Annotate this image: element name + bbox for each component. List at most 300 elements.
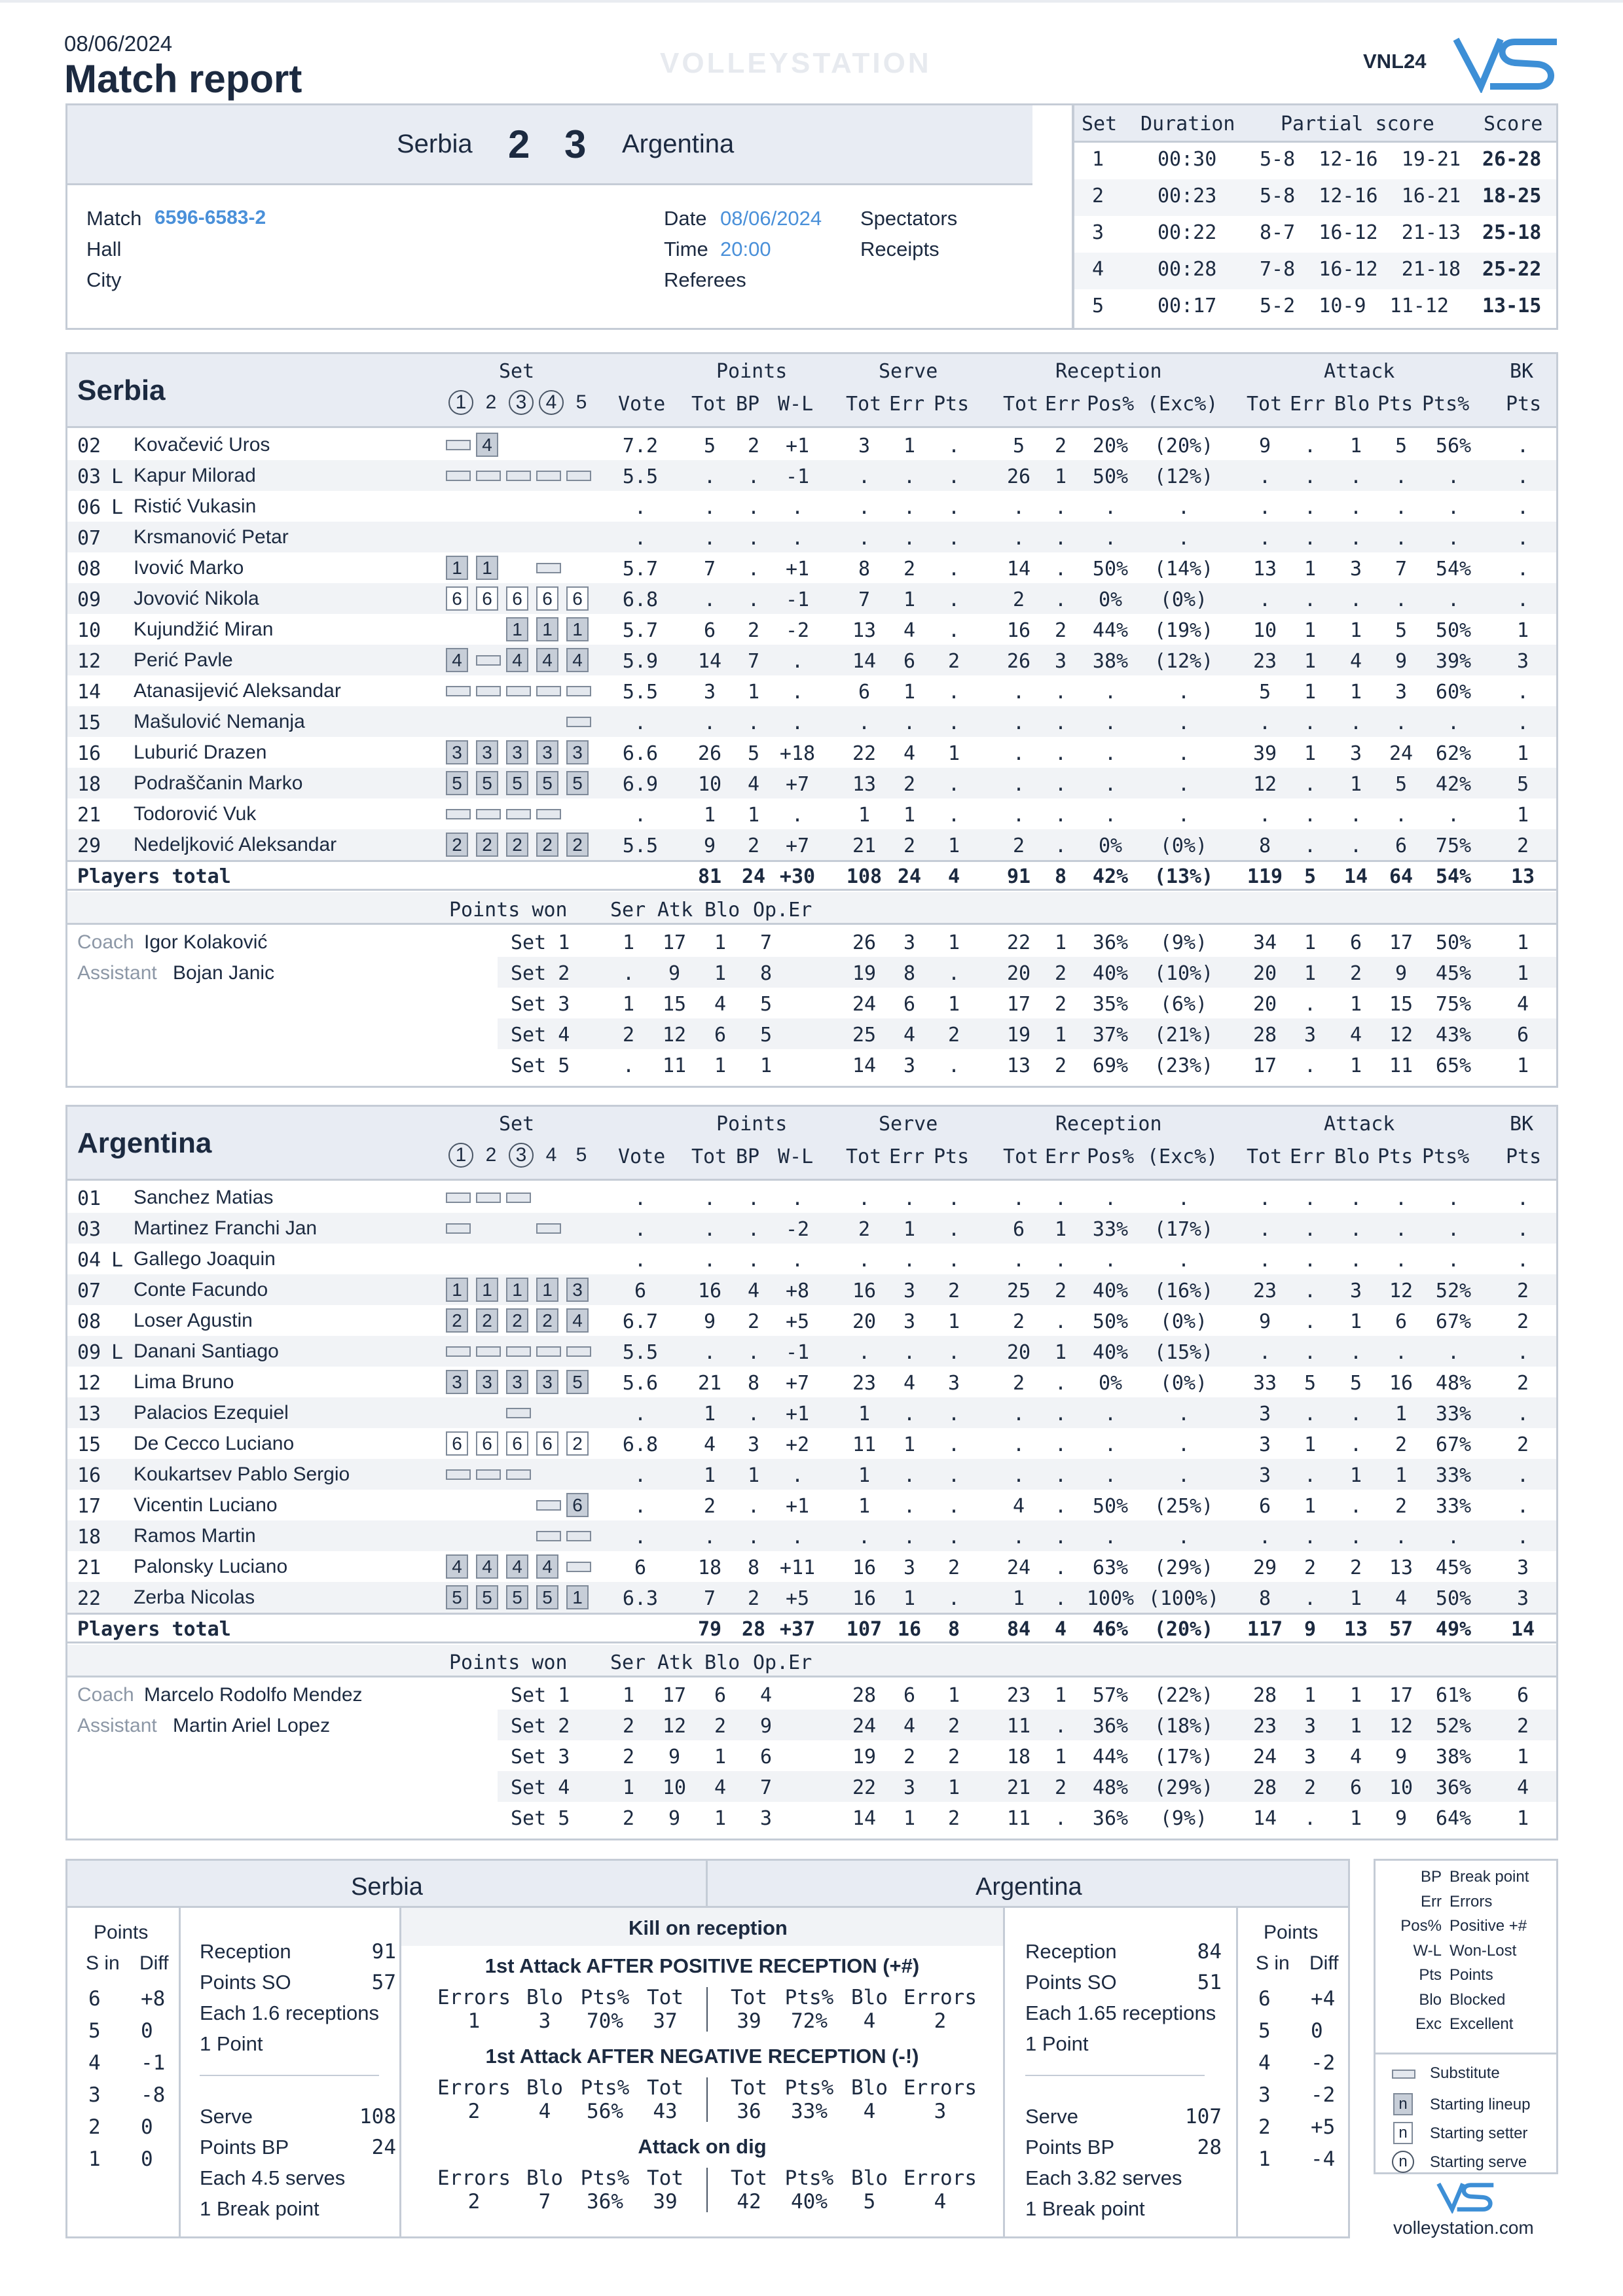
player-stat: 50% (1435, 1587, 1472, 1610)
summary-away-name: Argentina (976, 1873, 1082, 1901)
player-stat: . (1054, 1526, 1067, 1549)
substitute-icon (536, 1500, 561, 1511)
set-row-stat: 1 (1349, 1715, 1362, 1738)
set-row-stat: 1 (1304, 1684, 1317, 1707)
player-stat: . (1395, 1187, 1408, 1210)
set-row-stat: . (622, 962, 635, 985)
players-total-value: 24 (897, 865, 922, 888)
player-stat: . (1054, 681, 1067, 704)
col-header-oper: Op.Er (753, 899, 812, 922)
player-stat: 3 (858, 435, 871, 457)
player-stat: 50% (1435, 619, 1472, 642)
player-stat: 1 (703, 1403, 716, 1426)
player-stat: . (858, 1249, 871, 1272)
set-row-stat: 4 (714, 1776, 727, 1799)
col-group-set: Set (499, 360, 535, 383)
home-sets-won: 2 (508, 122, 530, 166)
match-code[interactable]: 6596-6583-2 (155, 207, 266, 228)
legend-desc: Excellent (1450, 2015, 1514, 2033)
player-name[interactable]: Mašulović Nemanja (134, 711, 305, 732)
volleystation-footer-logo-icon (1436, 2179, 1495, 2214)
player-stat: . (791, 681, 804, 704)
player-name[interactable]: Ramos Martin (134, 1525, 256, 1547)
player-stat: . (903, 1249, 916, 1272)
col-header-vote: Vote (618, 393, 666, 416)
player-stat: 39 (1252, 742, 1277, 765)
set-number-mark: 1 (448, 390, 473, 415)
player-number: 07 (77, 1280, 101, 1302)
player-stat: 6 (1395, 834, 1408, 857)
player-stat: 33% (1435, 1495, 1472, 1518)
starting-setter-icon: 6 (506, 586, 528, 611)
set-row-stat: 9 (1395, 962, 1408, 985)
starting-lineup-icon: 1 (536, 617, 558, 641)
set-row-stat: 6 (714, 1024, 727, 1047)
player-stat: . (791, 1464, 804, 1487)
set-row-stat: . (947, 1054, 960, 1077)
starting-setter-icon: 2 (566, 1431, 589, 1456)
player-stat: . (1304, 1403, 1317, 1426)
set-row-stat: 20 (1252, 962, 1277, 985)
kill-header: Pts% (784, 2166, 834, 2190)
set-row-label: Set 3 (511, 993, 570, 1016)
player-stat: . (1447, 465, 1460, 488)
player-stat: . (1304, 1280, 1317, 1302)
set-row-stat: 2 (947, 1024, 960, 1047)
set-row-stat: 12 (662, 1024, 687, 1047)
set-row-stat: 6 (759, 1746, 773, 1768)
player-stat: 2 (1349, 1556, 1362, 1579)
player-name[interactable]: Perić Pavle (134, 649, 233, 671)
player-stat: . (1304, 1187, 1317, 1210)
legend-desc: Points (1450, 1966, 1493, 1984)
player-stat: . (947, 1587, 960, 1610)
sets-table-cell: 3 (1092, 221, 1104, 244)
player-stat: . (1012, 1249, 1025, 1272)
player-stat: . (1012, 527, 1025, 550)
player-stat: 1 (1349, 1464, 1362, 1487)
kill-value: 72% (791, 2009, 828, 2033)
player-number: 17 (77, 1495, 101, 1518)
player-stat: 6.9 (622, 773, 659, 796)
player-number: 03 (77, 465, 101, 488)
player-stat: 16 (697, 1280, 722, 1302)
starting-setter-icon: 6 (566, 586, 589, 611)
points-bp-label: Points BP (1025, 2136, 1115, 2159)
diff-value: 0 (141, 2115, 153, 2139)
player-stat: 6 (1258, 1495, 1271, 1518)
player-stat: . (747, 1249, 760, 1272)
player-role: L (111, 496, 124, 519)
legend-desc: Won-Lost (1450, 1941, 1517, 1960)
set-row-stat: 48% (1092, 1776, 1129, 1799)
player-name[interactable]: Kapur Milorad (134, 465, 256, 486)
col-header-err: Err (1045, 393, 1081, 416)
kill-header: Pts% (580, 1986, 630, 2009)
set-row-stat: 9 (668, 1807, 681, 1830)
rec-divider (200, 2075, 379, 2076)
player-stat: 1 (858, 1464, 871, 1487)
player-stat: . (1104, 1433, 1117, 1456)
player-name[interactable]: Todorović Vuk (134, 803, 257, 825)
diff-value: -1 (141, 2051, 166, 2075)
starting-lineup-icon: 3 (476, 740, 498, 764)
player-name[interactable]: Kujundžić Miran (134, 619, 274, 640)
player-stat: 5.5 (622, 1341, 659, 1364)
player-stat: 3 (903, 1280, 916, 1302)
sets-table-cell: 00:28 (1158, 258, 1217, 281)
col-header-blo: Blo (704, 899, 740, 922)
player-name[interactable]: De Cecco Luciano (134, 1433, 295, 1454)
player-stat: . (1054, 1249, 1067, 1272)
set-row-stat: 1 (947, 1776, 960, 1799)
player-stat: (14%) (1154, 558, 1214, 581)
player-stat: . (1447, 1341, 1460, 1364)
kill-value: 2 (467, 2190, 481, 2214)
set-row-stat: . (1304, 1054, 1317, 1077)
players-total-value: +37 (779, 1618, 816, 1641)
starting-lineup-icon: 4 (476, 1554, 498, 1579)
player-number: 01 (77, 1187, 101, 1210)
player-stat: . (634, 1187, 647, 1210)
substitute-icon (476, 686, 501, 696)
col-header-ptsp: Pts% (1422, 1145, 1470, 1168)
starting-setter-icon: n (1393, 2122, 1413, 2144)
set-row-stat: 25 (852, 1024, 877, 1047)
starting-lineup-icon: n (1393, 2093, 1413, 2115)
team-name: Argentina (77, 1127, 212, 1159)
player-stat: 6.8 (622, 1433, 659, 1456)
player-stat: . (1177, 527, 1190, 550)
substitute-icon (476, 1193, 501, 1203)
s-in-value: 5 (1258, 2019, 1271, 2043)
player-stat: 2 (1516, 1310, 1529, 1333)
diff-value: 0 (141, 2147, 153, 2171)
player-stat: . (791, 1249, 804, 1272)
player-stat: 3 (1516, 1587, 1529, 1610)
player-stat: . (1447, 711, 1460, 734)
substitute-icon (446, 471, 471, 481)
player-stat: +5 (785, 1587, 810, 1610)
player-name[interactable]: Atanasijević Aleksandar (134, 680, 341, 702)
col-header-bp: BP (736, 393, 760, 416)
players-total-value: 42% (1092, 865, 1129, 888)
player-stat: 33% (1435, 1464, 1472, 1487)
players-total-value: 5 (1304, 865, 1317, 888)
s-in-value: 6 (88, 1987, 101, 2011)
player-stat: 1 (947, 1310, 960, 1333)
set-row-stat: (9%) (1159, 1807, 1208, 1830)
player-stat: 2 (747, 1310, 760, 1333)
substitute-icon (506, 1469, 531, 1480)
starting-lineup-icon: 4 (476, 433, 498, 457)
player-stat: 6 (1012, 1218, 1025, 1241)
starting-lineup-icon: 1 (536, 1278, 558, 1302)
set-row-stat: 1 (714, 1054, 727, 1077)
player-stat: 4 (747, 1280, 760, 1302)
col-header-pos: Pos% (1087, 393, 1135, 416)
player-name[interactable]: Loser Agustin (134, 1310, 253, 1331)
set-row-stat: 2 (903, 1746, 916, 1768)
players-total-value: 13 (1343, 1618, 1368, 1641)
set-row-stat: 9 (1395, 1807, 1408, 1830)
sets-table-cell: 25-18 (1482, 221, 1542, 244)
player-name[interactable]: Podraščanin Marko (134, 772, 303, 794)
set-number-mark: 3 (509, 1143, 534, 1168)
kill-header: Blo (526, 1986, 563, 2009)
kill-value: 4 (863, 2009, 876, 2033)
set-row-stat: . (622, 1054, 635, 1077)
player-stat: 75% (1435, 834, 1472, 857)
points-so-label: Points SO (200, 1971, 291, 1994)
kill-header: Errors (903, 2166, 977, 2190)
player-name[interactable]: Koukartsev Pablo Sergio (134, 1463, 350, 1485)
player-stat: . (1395, 588, 1408, 611)
player-name[interactable]: Jovović Nikola (134, 588, 259, 609)
player-stat: . (1104, 742, 1117, 765)
sets-table-cell: 00:23 (1158, 185, 1217, 207)
player-stat: 1 (903, 435, 916, 457)
hall-label: Hall (86, 238, 122, 260)
player-number: 09 (77, 588, 101, 611)
player-stat: 54% (1435, 558, 1472, 581)
coach-name: Marcelo Rodolfo Mendez (144, 1684, 363, 1706)
starting-setter-icon: 6 (536, 586, 558, 611)
player-stat: 2 (903, 834, 916, 857)
players-total-label: Players total (77, 1618, 231, 1641)
starting-lineup-icon: 5 (536, 1585, 558, 1609)
player-stat: (29%) (1154, 1556, 1214, 1579)
col-group-attack: Attack (1324, 360, 1395, 383)
kill-value: 4 (863, 2100, 876, 2123)
legend-desc: Break point (1450, 1868, 1529, 1886)
player-stat: . (1349, 465, 1362, 488)
player-stat: (12%) (1154, 650, 1214, 673)
kill-header: Blo (851, 1986, 888, 2009)
players-total-value: 4 (1054, 1618, 1067, 1641)
player-name[interactable]: Zerba Nicolas (134, 1587, 255, 1608)
starting-lineup-icon: 1 (446, 1278, 468, 1302)
starting-lineup-icon: 3 (506, 740, 528, 764)
set-row-stat: 13 (1006, 1054, 1031, 1077)
player-stat: +11 (779, 1556, 816, 1579)
player-stat: 6.6 (622, 742, 659, 765)
player-stat: 2 (947, 1556, 960, 1579)
player-stat: . (1177, 1526, 1190, 1549)
kill-value: 2 (934, 2009, 947, 2033)
set-number-mark: 1 (448, 1143, 473, 1168)
set-row-stat: 4 (1349, 1746, 1362, 1768)
player-name[interactable]: Conte Facundo (134, 1279, 268, 1300)
player-stat: 5.6 (622, 1372, 659, 1395)
player-stat: . (1177, 1403, 1190, 1426)
player-stat: 14 (697, 650, 722, 673)
player-name[interactable]: Danani Santiago (134, 1340, 279, 1362)
set-row-stat: (21%) (1154, 1024, 1214, 1047)
player-stat: 5 (1012, 435, 1025, 457)
substitute-icon (566, 1531, 591, 1541)
diff-value: -2 (1311, 2051, 1336, 2075)
set-number-mark: 4 (539, 390, 564, 415)
set-row-stat: 1 (1054, 1746, 1067, 1768)
player-stat: . (1516, 1495, 1529, 1518)
player-stat: 6.7 (622, 1310, 659, 1333)
player-name[interactable]: Nedeljković Aleksandar (134, 834, 337, 855)
player-stat: 3 (1054, 650, 1067, 673)
substitute-icon (566, 686, 591, 696)
player-stat: . (1258, 496, 1271, 519)
referees-label: Referees (664, 268, 746, 291)
player-stat: 23 (1252, 650, 1277, 673)
player-stat: 12 (1252, 773, 1277, 796)
player-name[interactable]: Martinez Franchi Jan (134, 1217, 318, 1239)
col-group-attack: Attack (1324, 1113, 1395, 1136)
player-stat: . (1054, 1464, 1067, 1487)
set-row-stat: (10%) (1154, 962, 1214, 985)
player-stat: 6 (1395, 1310, 1408, 1333)
one-break-point: 1 Break point (1025, 2197, 1145, 2220)
player-stat: . (1054, 1556, 1067, 1579)
player-name[interactable]: Luburić Drazen (134, 742, 267, 763)
players-total-value: 24 (741, 865, 766, 888)
set-row-stat: 15 (1389, 993, 1413, 1016)
player-stat: . (947, 1249, 960, 1272)
player-stat: 8 (747, 1556, 760, 1579)
player-stat: . (947, 527, 960, 550)
player-stat: . (703, 711, 716, 734)
player-stat: 1 (1054, 465, 1067, 488)
starting-lineup-icon: 3 (446, 1370, 468, 1394)
one-point: 1 Point (200, 2032, 263, 2055)
set-row-stat: 44% (1092, 1746, 1129, 1768)
player-stat: . (903, 1464, 916, 1487)
col-header-err: Err (1290, 393, 1326, 416)
set-row-stat: 1 (622, 1684, 635, 1707)
player-name[interactable]: Lima Bruno (134, 1371, 234, 1393)
date-value: 08/06/2024 (720, 207, 822, 230)
player-name[interactable]: Sanchez Matias (134, 1187, 274, 1208)
sets-table-cell: 5-8 12-16 19-21 (1260, 148, 1461, 171)
player-stat: 26 (1006, 650, 1031, 673)
player-stat: . (1012, 804, 1025, 827)
players-total-value: 14 (1510, 1618, 1535, 1641)
player-stat: . (791, 1187, 804, 1210)
date-label: Date (664, 207, 707, 230)
players-total-value: 8 (1054, 865, 1067, 888)
starting-lineup-icon: 4 (506, 648, 528, 672)
player-stat: . (747, 1403, 760, 1426)
player-stat: 67% (1435, 1433, 1472, 1456)
players-total-label: Players total (77, 865, 231, 888)
set-row-stat: 10 (662, 1776, 687, 1799)
starting-lineup-icon: 3 (536, 740, 558, 764)
player-stat: . (1304, 527, 1317, 550)
player-name[interactable]: Kovačević Uros (134, 434, 270, 456)
diff-value: +5 (1311, 2115, 1336, 2139)
player-stat: 1 (947, 834, 960, 857)
player-stat: . (1349, 1341, 1362, 1364)
legend-abbr: Pos% (1400, 1917, 1442, 1935)
player-name[interactable]: Vicentin Luciano (134, 1494, 278, 1516)
player-stat: . (1104, 527, 1117, 550)
player-stat: 50% (1092, 465, 1129, 488)
player-stat: . (947, 804, 960, 827)
player-stat: 38% (1092, 650, 1129, 673)
substitute-icon (536, 471, 561, 481)
player-stat: . (1516, 1526, 1529, 1549)
player-stat: (16%) (1154, 1280, 1214, 1302)
players-total-value: (20%) (1154, 1618, 1214, 1641)
col-header-atk: Atk (657, 899, 693, 922)
player-stat: . (703, 1341, 716, 1364)
set-row-stat: 5 (759, 993, 773, 1016)
home-team-name: Serbia (397, 130, 473, 158)
starting-lineup-icon: 5 (446, 1585, 468, 1609)
player-name[interactable]: Gallego Joaquin (134, 1248, 276, 1270)
player-name[interactable]: Ivović Marko (134, 557, 244, 579)
set-row-stat: 12 (1389, 1024, 1413, 1047)
player-stat: 5 (1516, 773, 1529, 796)
starting-lineup-icon: 4 (536, 1554, 558, 1579)
player-stat: . (1177, 804, 1190, 827)
player-stat: 4 (747, 773, 760, 796)
kill-header: Errors (437, 2166, 511, 2190)
player-stat: (17%) (1154, 1218, 1214, 1241)
serve-label: Serve (1025, 2105, 1078, 2128)
player-stat: . (1349, 711, 1362, 734)
players-total-value: 49% (1435, 1618, 1472, 1641)
player-stat: . (703, 1526, 716, 1549)
player-stat: 4 (1395, 1587, 1408, 1610)
player-name[interactable]: Palonsky Luciano (134, 1556, 288, 1577)
set-row-stat: 24 (852, 993, 877, 1016)
player-stat: . (1177, 1249, 1190, 1272)
set-row-stat: 1 (947, 1684, 960, 1707)
set-row-stat: 1 (714, 962, 727, 985)
substitute-icon (506, 471, 531, 481)
substitute-icon (446, 440, 471, 450)
player-stat: 5 (747, 742, 760, 765)
starting-setter-icon: 6 (446, 586, 468, 611)
starting-lineup-icon: 5 (476, 771, 498, 795)
player-stat: 4 (903, 619, 916, 642)
footer-site-link[interactable]: volleystation.com (1393, 2217, 1534, 2238)
col-header-exc: (Exc%) (1147, 1145, 1218, 1168)
set-row-stat: 36% (1435, 1776, 1472, 1799)
player-stat: . (947, 681, 960, 704)
player-name[interactable]: Palacios Ezequiel (134, 1402, 289, 1424)
substitute-icon (566, 471, 591, 481)
player-stat: 9 (1258, 1310, 1271, 1333)
set-row-stat: 4 (903, 1715, 916, 1738)
col-header-pts: Pts (1506, 1145, 1542, 1168)
legend-divider (1376, 2053, 1556, 2054)
player-name[interactable]: Krsmanović Petar (134, 526, 289, 548)
player-stat: 1 (1304, 619, 1317, 642)
player-stat: 5.5 (622, 834, 659, 857)
player-stat: . (1516, 588, 1529, 611)
s-in-value: 6 (1258, 1987, 1271, 2011)
player-stat: . (703, 588, 716, 611)
set-row-stat: 1 (1516, 1807, 1529, 1830)
set-row-stat: 36% (1092, 1807, 1129, 1830)
player-stat: 50% (1092, 1495, 1129, 1518)
player-stat: 9 (703, 1310, 716, 1333)
kill-value: 39 (653, 2190, 678, 2214)
player-name[interactable]: Ristić Vukasin (134, 495, 257, 517)
assistant-name: Martin Ariel Lopez (173, 1715, 331, 1736)
player-stat: 2 (1516, 1372, 1529, 1395)
